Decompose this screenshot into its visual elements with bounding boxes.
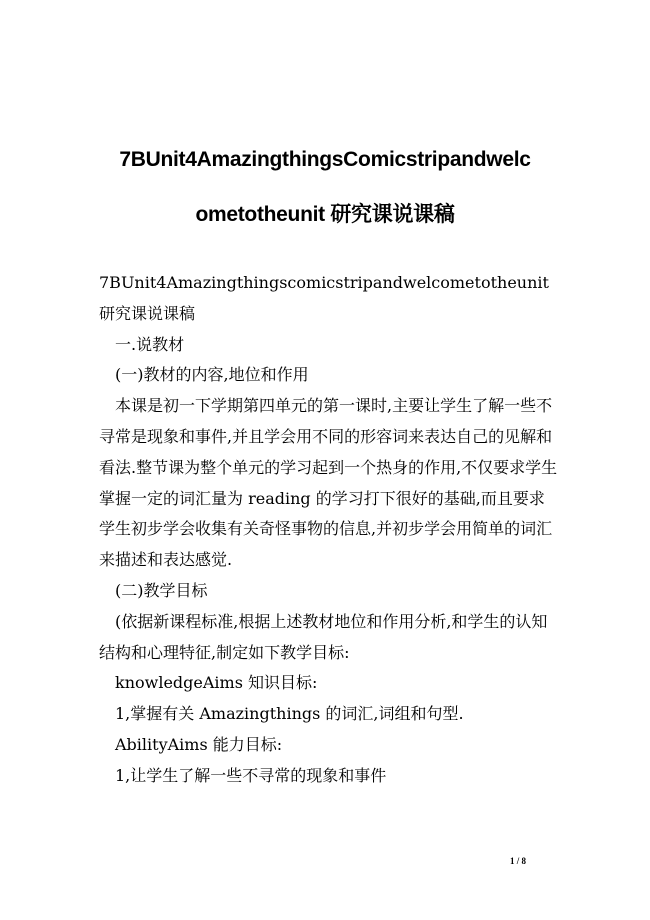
page-number: 1 / 8 (510, 856, 527, 866)
document-body (99, 268, 559, 792)
knowledge-aims-heading: knowledgeAims 知识目标: (115, 673, 318, 693)
document-title-line-1: 7BUnit4AmazingthingsComicstripandwelc (119, 148, 531, 171)
body-paragraph-content: 本课是初一下学期第四单元的第一课时,主要让学生了解一些不寻常是现象和事件,并且学会用不同的形容词来表达自己的见解和看法.整节课为整个单元的学习起到一个热身的作用,不仅要求学生掌握一定的词汇量为 reading 的学习打下很好的基础,而且要求学生初步学会收集有关奇怪事物的信息,并初步学会用简单的词汇来描述和表达感觉. (99, 396, 558, 570)
intro-paragraph: 7BUnit4Amazingthingscomicstripandwelcometotheunit 研究课说课稿 (99, 273, 549, 323)
knowledge-aim-item-1: 1,掌握有关 Amazingthings 的词汇,词组和句型. (115, 704, 464, 724)
ability-aim-item-1: 1,让学生了解一些不寻常的现象和事件 (115, 765, 387, 785)
body-paragraph-objectives: (依据新课程标准,根据上述教材地位和作用分析,和学生的认知结构和心理特征,制定如下教学目标: (99, 611, 548, 662)
ability-aims-heading: AbilityAims 能力目标: (115, 734, 283, 754)
document-title-line-2: ometotheunit 研究课说课稿 (195, 203, 455, 226)
subsection-heading-objectives: (二)教学目标 (115, 580, 208, 600)
section-heading-textbook: 一.说教材 (115, 334, 185, 354)
subsection-heading-content: (一)教材的内容,地位和作用 (115, 365, 309, 385)
